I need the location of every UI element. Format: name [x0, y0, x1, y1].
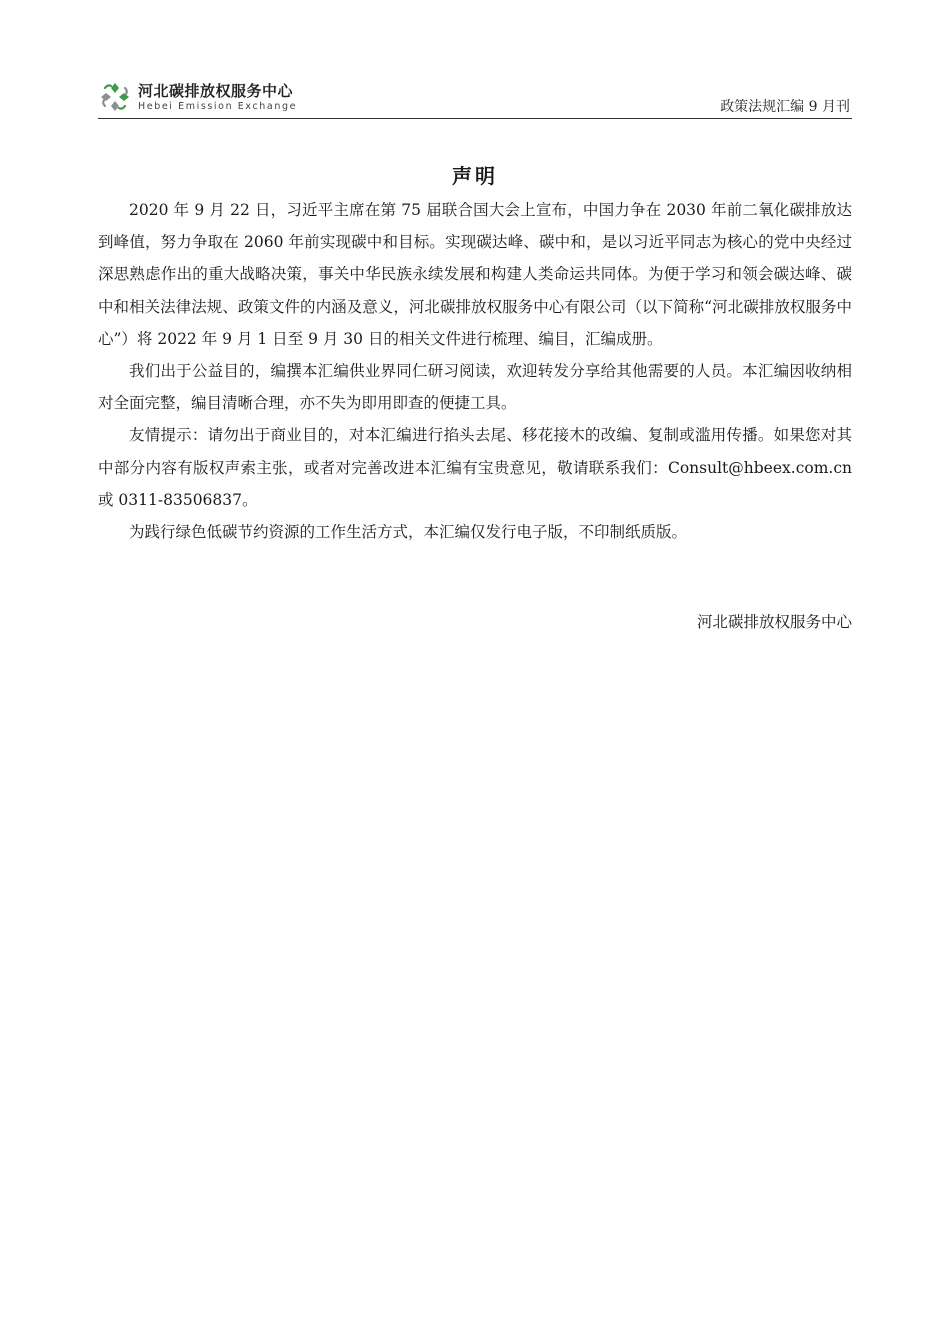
issue-label: 政策法规汇编 9 月刊 — [720, 99, 850, 115]
org-name-en: Hebei Emission Exchange — [138, 101, 298, 112]
page-title: 声明 — [452, 164, 498, 188]
paragraph: 我们出于公益目的，编撰本汇编供业界同仁研习阅读，欢迎转发分享给其他需要的人员。本汇编因收纳相对全面完整，编目清晰合理，亦不失为即用即查的便捷工具。 — [98, 362, 852, 413]
paragraph: 友情提示：请勿出于商业目的，对本汇编进行掐头去尾、移花接木的改编、复制或滥用传播。如果您对其中部分内容有版权声索主张，或者对完善改进本汇编有宝贵意见，敬请联系我们：Consult@hbeex.com.cn 或 0311-83506837。 — [98, 426, 852, 509]
signature: 河北碳排放权服务中心 — [696, 613, 852, 631]
statement-body — [98, 194, 852, 548]
hebei-emission-exchange-logo-icon — [98, 80, 132, 114]
paragraph: 为践行绿色低碳节约资源的工作生活方式，本汇编仅发行电子版，不印制纸质版。 — [129, 523, 688, 542]
paragraph: 2020 年 9 月 22 日，习近平主席在第 75 届联合国大会上宣布，中国力争在 2030 年前二氧化碳排放达到峰值，努力争取在 2060 年前实现碳中和目标。实现碳达峰、碳中和，是以习近平同志为核心的党中央经过深思熟虑作出的重大战略决策，事关中华民族永续发展和构建人类命运共同体。为便于学习和领会碳达峰、碳中和相关法律法规、政策文件的内涵及意义，河北碳排放权服务中心有限公司（以下简称“河北碳排放权服务中心”）将 2022 年 9 月 1 日至 9 月 30 日的相关文件进行梳理、编目，汇编成册。 — [98, 201, 852, 348]
org-name-cn: 河北碳排放权服务中心 — [138, 82, 294, 100]
page-header — [98, 76, 852, 119]
